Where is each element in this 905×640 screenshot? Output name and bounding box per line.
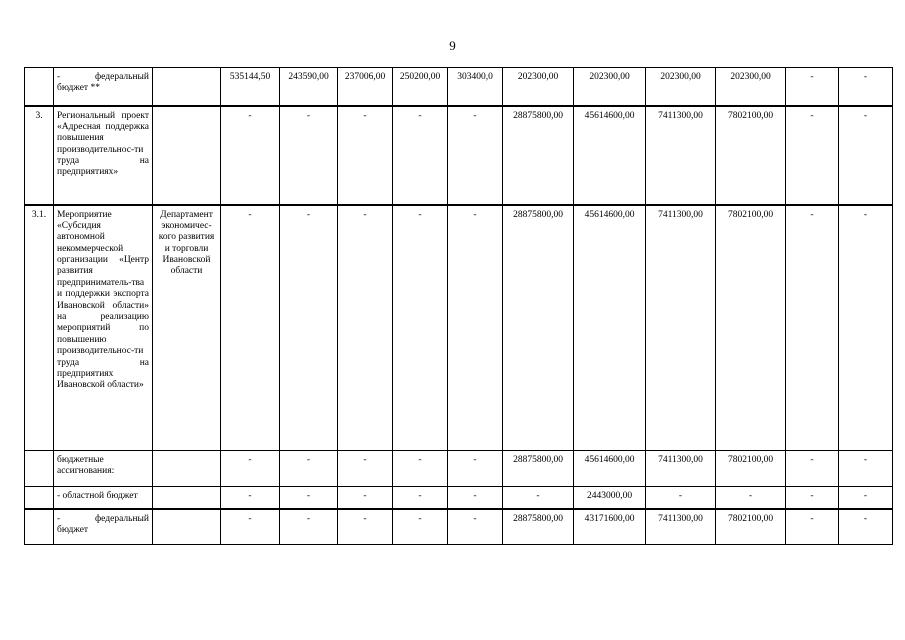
page-number: 9 (449, 38, 456, 53)
value-cell: - (393, 509, 448, 545)
value-cell: 28875800,00 (503, 509, 574, 545)
value-cell: 45614600,00 (574, 106, 646, 205)
table-row (25, 68, 893, 106)
value-cell: - (646, 487, 716, 509)
row-executor (153, 487, 221, 509)
value-cell: - (448, 509, 503, 545)
value-cell: - (393, 106, 448, 205)
value-cell: - (839, 509, 893, 545)
value-cell: 202300,00 (716, 68, 786, 106)
value-cell: - (786, 451, 839, 487)
value-cell: - (393, 487, 448, 509)
row-executor (153, 68, 221, 106)
budget-table (24, 67, 893, 545)
table-row (25, 205, 893, 451)
value-cell: - (786, 509, 839, 545)
value-cell: - (786, 68, 839, 106)
value-cell: - (448, 487, 503, 509)
value-cell: 2443000,00 (574, 487, 646, 509)
value-cell: 303400,0 (448, 68, 503, 106)
value-cell: 45614600,00 (574, 451, 646, 487)
table-row (25, 106, 893, 205)
value-cell: - (448, 205, 503, 451)
value-cell: - (280, 106, 338, 205)
value-cell: 237006,00 (338, 68, 393, 106)
value-cell: 202300,00 (646, 68, 716, 106)
value-cell: 250200,00 (393, 68, 448, 106)
row-name: Мероприятие «Субсидия автономной некоммерческой организации «Центр развития предприниматель-тва и поддержки экспорта Ивановской области» на реализацию мероприятий по повышению производительнос-ти труда на предприятиях Ивановской области» (54, 205, 153, 451)
value-cell: 7802100,00 (716, 106, 786, 205)
value-cell: 7411300,00 (646, 106, 716, 205)
table-row (25, 487, 893, 509)
row-name: - областной бюджет (54, 487, 153, 509)
value-cell: - (338, 487, 393, 509)
value-cell: 7802100,00 (716, 205, 786, 451)
value-cell: - (786, 205, 839, 451)
value-cell: - (786, 487, 839, 509)
value-cell: - (338, 106, 393, 205)
value-cell: - (221, 106, 280, 205)
value-cell: 7411300,00 (646, 509, 716, 545)
value-cell: 7802100,00 (716, 451, 786, 487)
value-cell: - (280, 509, 338, 545)
row-executor (153, 451, 221, 487)
value-cell: 43171600,00 (574, 509, 646, 545)
value-cell: 7411300,00 (646, 451, 716, 487)
value-cell: 202300,00 (574, 68, 646, 106)
value-cell: 45614600,00 (574, 205, 646, 451)
value-cell: - (221, 509, 280, 545)
value-cell: - (839, 106, 893, 205)
value-cell: - (338, 451, 393, 487)
value-cell: - (839, 487, 893, 509)
table-row (25, 451, 893, 487)
value-cell: - (503, 487, 574, 509)
value-cell: - (839, 451, 893, 487)
value-cell: - (221, 451, 280, 487)
value-cell: - (716, 487, 786, 509)
row-name: бюджетные ассигнования: (54, 451, 153, 487)
table-row (25, 509, 893, 545)
row-executor (153, 106, 221, 205)
row-executor: Департамент экономичес-кого развития и торговли Ивановской области (153, 205, 221, 451)
value-cell: - (338, 509, 393, 545)
value-cell: - (786, 106, 839, 205)
value-cell: 7802100,00 (716, 509, 786, 545)
value-cell: - (448, 106, 503, 205)
value-cell: - (221, 205, 280, 451)
value-cell: - (839, 68, 893, 106)
value-cell: 243590,00 (280, 68, 338, 106)
value-cell: - (448, 451, 503, 487)
value-cell: - (280, 205, 338, 451)
value-cell: - (839, 205, 893, 451)
value-cell: - (221, 487, 280, 509)
value-cell: - (393, 451, 448, 487)
row-name: Региональный проект «Адресная поддержка повышения производительнос-ти труда на предприятиях» (54, 106, 153, 205)
row-index (25, 68, 54, 106)
row-executor (153, 509, 221, 545)
value-cell: - (280, 487, 338, 509)
value-cell: 535144,50 (221, 68, 280, 106)
value-cell: 202300,00 (503, 68, 574, 106)
value-cell: - (393, 205, 448, 451)
value-cell: 7411300,00 (646, 205, 716, 451)
value-cell: 28875800,00 (503, 106, 574, 205)
row-index (25, 487, 54, 509)
value-cell: 28875800,00 (503, 205, 574, 451)
value-cell: - (280, 451, 338, 487)
row-index: 3. (25, 106, 54, 205)
table-body (25, 68, 893, 545)
value-cell: 28875800,00 (503, 451, 574, 487)
row-name: - федеральный бюджет (54, 509, 153, 545)
row-index (25, 509, 54, 545)
row-index (25, 451, 54, 487)
value-cell: - (338, 205, 393, 451)
row-index: 3.1. (25, 205, 54, 451)
row-name: - федеральный бюджет ** (54, 68, 153, 106)
